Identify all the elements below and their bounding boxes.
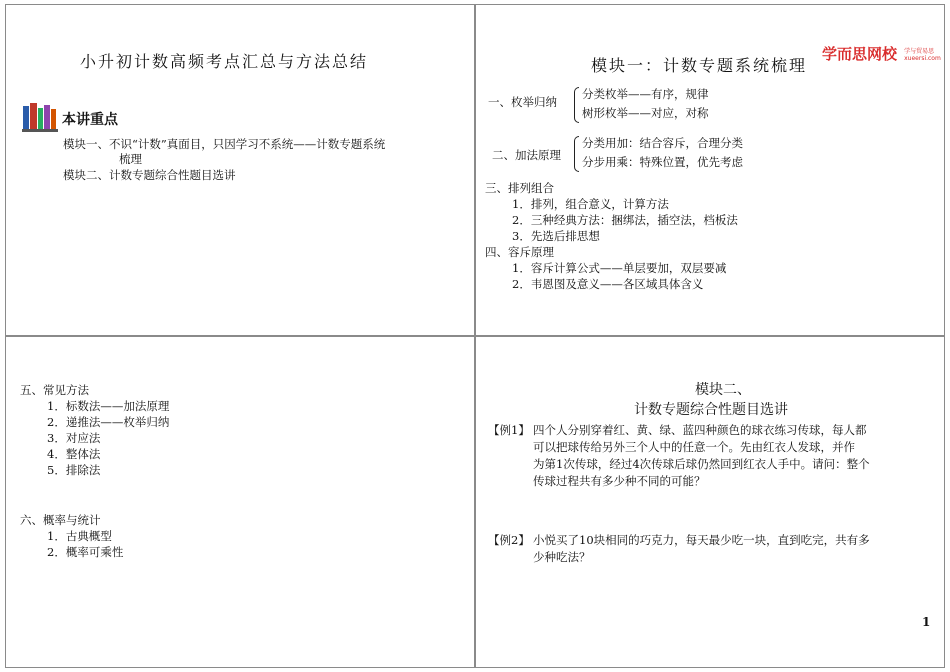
slide-2-title: 模块一：计数专题系统梳理 [591, 56, 808, 75]
slide-4-title-line1: 模块二、 [695, 382, 751, 398]
example-1-line-4: 传球过程共有多少种不同的可能？ [533, 474, 706, 488]
section-5-item-4: 4．整体法 [47, 447, 101, 461]
section-4-item-2: 2．韦恩图及意义——各区域具体含义 [512, 277, 704, 291]
section-2-item-2: 分步用乘：特殊位置，优先考虑 [582, 155, 743, 169]
example-2-line-1: 小悦买了10块相同的巧克力，每天最少吃一块，直到吃完，共有多 [533, 533, 870, 547]
page-number: 1 [922, 615, 931, 629]
section-3-item-2: 2．三种经典方法：捆绑法，插空法，档板法 [512, 213, 738, 227]
section-2-brace [574, 136, 579, 172]
section-5-item-1: 1．标数法——加法原理 [47, 399, 170, 413]
section-3-label: 三、排列组合 [485, 181, 554, 195]
slide-4 [475, 336, 945, 668]
logo-text: 学而思网校 [822, 45, 898, 63]
example-2-tag: 【例2】 [488, 533, 530, 547]
example-1-line-3: 为第1次传球，经过4次传球后球仍然回到红衣人手中。请问：整个 [533, 457, 870, 471]
slide-3 [5, 336, 475, 668]
slide-4-title-line2: 计数专题综合性题目选讲 [634, 402, 788, 418]
slide-2 [475, 4, 945, 336]
xueersi-logo [822, 43, 941, 64]
module-1-line1: 模块一、不识“计数”真面目，只因学习不系统——计数专题系统 [63, 137, 386, 151]
slide-1 [5, 4, 475, 336]
example-1-tag: 【例1】 [488, 423, 530, 437]
section-5-item-2: 2．递推法——枚举归纳 [47, 415, 170, 429]
module-2-line: 模块二、计数专题综合性题目选讲 [63, 168, 236, 182]
section-5-item-3: 3．对应法 [47, 431, 101, 445]
section-5-item-5: 5．排除法 [47, 463, 101, 477]
section-3-item-3: 3．先选后排思想 [512, 229, 600, 243]
module-1-line2: 梳理 [119, 152, 142, 166]
section-4-label: 四、容斥原理 [485, 245, 554, 259]
section-1-item-1: 分类枚举——有序，规律 [582, 87, 709, 101]
section-3-item-1: 1．排列，组合意义，计算方法 [512, 197, 669, 211]
section-6-label: 六、概率与统计 [20, 513, 101, 527]
section-1-brace [574, 87, 579, 123]
section-6-item-2: 2．概率可乘性 [47, 545, 124, 559]
logo-sub-bottom: xueersi.com [904, 54, 941, 62]
section-1-item-2: 树形枚举——对应，对称 [582, 106, 709, 120]
section-2-label: 二、加法原理 [492, 148, 561, 162]
focus-label: 本讲重点 [62, 112, 118, 128]
books-icon [22, 100, 58, 136]
section-6-item-1: 1．古典概型 [47, 529, 112, 543]
logo-sub-top: 学与贸易思 [904, 47, 935, 55]
slide-1-title: 小升初计数高频考点汇总与方法总结 [80, 52, 369, 71]
example-1-line-1: 四个人分别穿着红、黄、绿、蓝四种颜色的球衣练习传球，每人都 [533, 423, 867, 437]
example-2-line-2: 少种吃法？ [533, 550, 591, 564]
example-1-line-2: 可以把球传给另外三个人中的任意一个。先由红衣人发球，并作 [533, 440, 855, 454]
section-5-label: 五、常见方法 [20, 383, 89, 397]
section-1-label: 一、枚举归纳 [488, 95, 557, 109]
section-2-item-1: 分类用加：结合容斥，合理分类 [582, 136, 743, 150]
section-4-item-1: 1．容斥计算公式——单层要加，双层要减 [512, 261, 727, 275]
